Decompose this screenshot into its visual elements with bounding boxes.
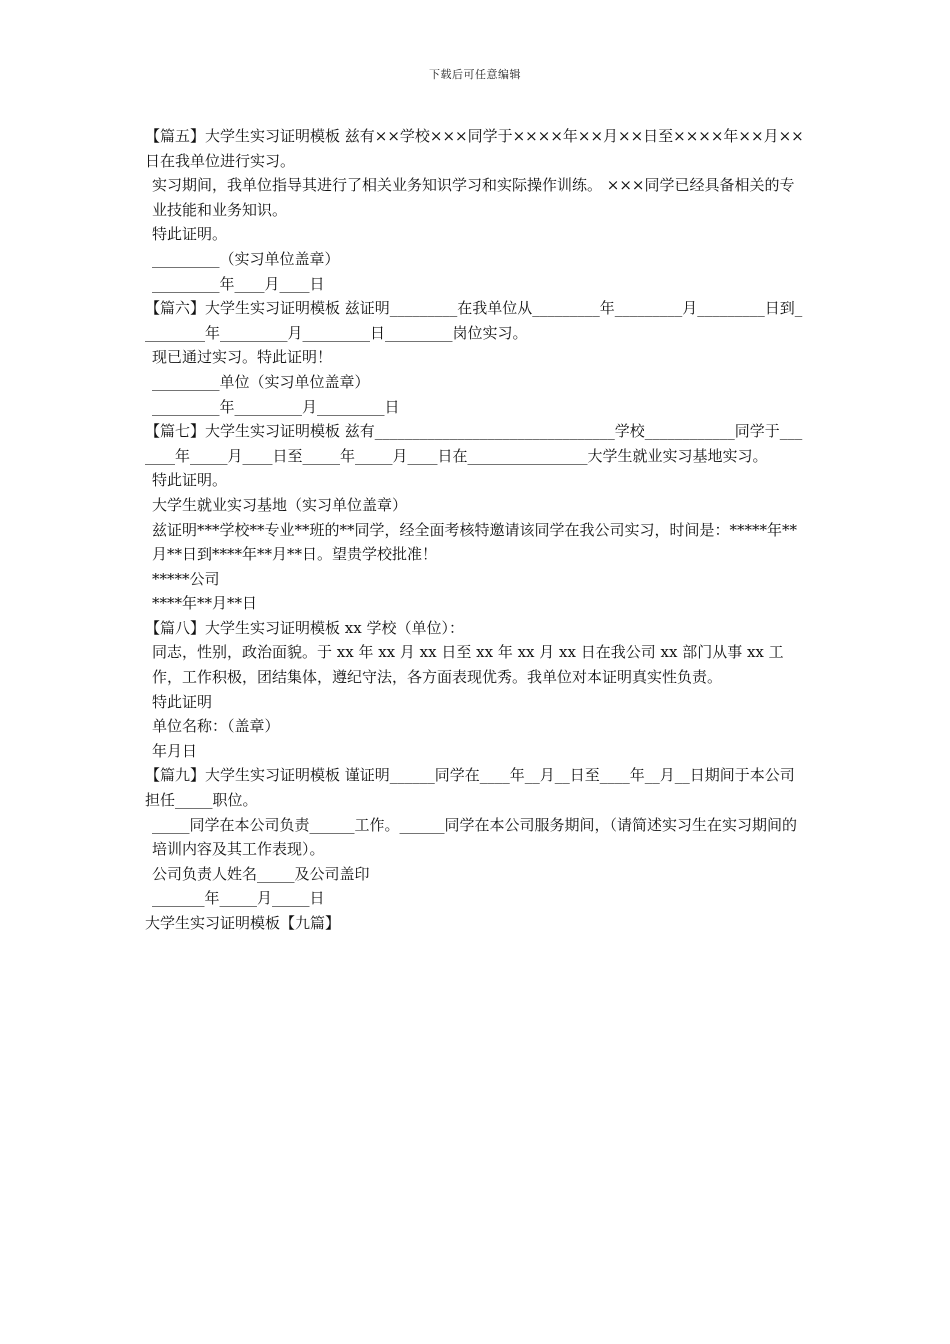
section-6-heading-paragraph: 【篇六】大学生实习证明模板 兹证明_________在我单位从_________年_________月_________日到_________年_________月_________日_________岗位实习。 (145, 299, 803, 342)
signature-line: _________单位（实习单位盖章） (152, 372, 370, 391)
section-9-heading-paragraph: 【篇九】大学生实习证明模板 谨证明______同学在____年__月__日至____年__月__日期间于本公司担任_____职位。 (145, 766, 795, 810)
body-paragraph: 特此证明。 (152, 471, 228, 490)
signature-line: 单位名称：（盖章） (152, 717, 280, 736)
body-paragraph: 现已通过实习。特此证明！ (152, 348, 333, 367)
section-7-heading-paragraph: 【篇七】大学生实习证明模板 兹有________________________________学校____________同学于_______年_____月____日至_____年_____月____日在________________大学生就业实习基地实习。 (145, 422, 803, 465)
date-line: _______年_____月_____日 (152, 889, 325, 908)
body-paragraph: 同志，性别，政治面貌。于 xx 年 xx 月 xx 日至 xx 年 xx 月 xx 日在我公司 xx 部门从事 xx 工作，工作积极，团结集体，遵纪守法，各方面表现优秀。我单位对本证明真实性负责。 (152, 643, 784, 687)
signature-line: _________（实习单位盖章） (152, 249, 340, 268)
company-line: *****公司 (152, 569, 220, 588)
document-title-footer: 大学生实习证明模板【九篇】 (145, 914, 341, 932)
section-5-heading-paragraph: 【篇五】大学生实习证明模板 兹有××学校×××同学于××××年××月××日至××××年××月××日在我单位进行实习。 (145, 127, 804, 170)
body-paragraph: 特此证明 (152, 692, 213, 711)
page-header: 下载后可任意编辑 (429, 68, 521, 81)
date-line: ****年**月**日 (152, 594, 258, 613)
date-line: 年月日 (152, 741, 198, 760)
section-8-heading-paragraph: 【篇八】大学生实习证明模板 xx 学校（单位）： (145, 618, 464, 637)
body-paragraph: _____同学在本公司负责______工作。______同学在本公司服务期间，（请简述实习生在实习期间的培训内容及其工作表现）。 (152, 815, 798, 859)
body-paragraph: 实习期间，我单位指导其进行了相关业务知识学习和实际操作训练。 ×××同学已经具备相关的专业技能和业务知识。 (152, 176, 795, 219)
date-line: _________年____月____日 (152, 274, 325, 293)
signature-line: 大学生就业实习基地（实习单位盖章） (152, 495, 408, 514)
date-line: _________年_________月_________日 (152, 397, 400, 416)
body-paragraph: 兹证明***学校**专业**班的**同学，经全面考核特邀请该同学在我公司实习，时间是：*****年**月**日到****年**月**日。望贵学校批准！ (152, 520, 798, 564)
document-body (145, 124, 807, 936)
body-paragraph: 特此证明。 (152, 225, 228, 244)
signature-line: 公司负责人姓名_____及公司盖印 (152, 864, 370, 883)
